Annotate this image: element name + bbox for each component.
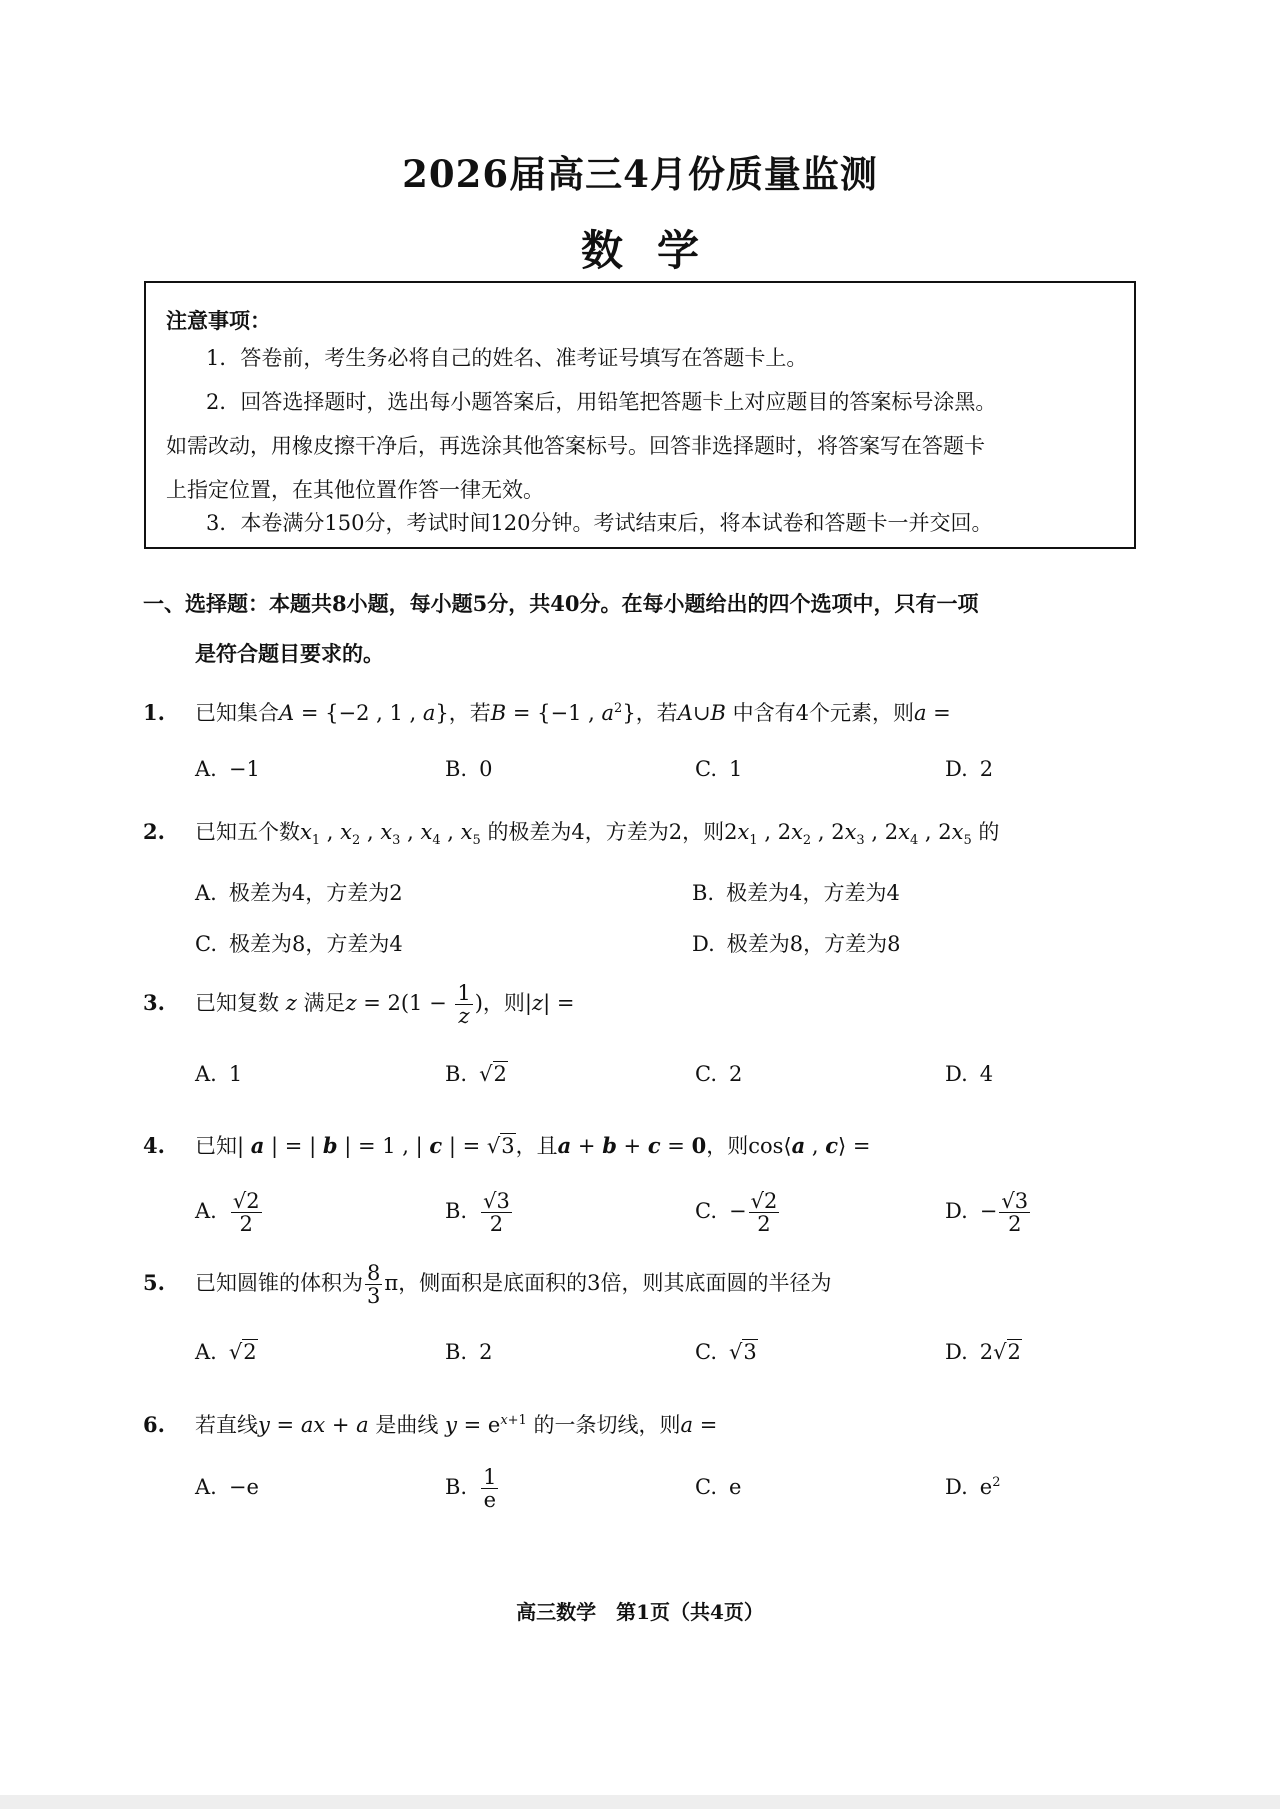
subject-title: 数学 [580, 226, 733, 275]
option-label: A. [195, 1340, 217, 1364]
question-text: 中含有4个元素，则 [732, 701, 914, 725]
math-expression: cos⟨a , c⟩ = [748, 1133, 871, 1158]
option-text: 2 [729, 1062, 743, 1086]
option-text: 2 [764, 1189, 778, 1213]
option-d: D. $e^2$ [945, 1475, 1001, 1499]
math-expression: $x_1$ , $x_2$ , $x_3$ , $x_4$ , $x_5$ [300, 820, 481, 849]
question-3 [143, 982, 574, 1027]
option-text: 2 [479, 1340, 493, 1364]
section-heading: 一、选择题：本题共8小题，每小题5分，共40分。在每小题给出的四个选项中，只有一项 [143, 591, 979, 616]
option-text: 2 [243, 1340, 257, 1364]
option-c [695, 1475, 741, 1499]
option-label: D. [692, 932, 715, 956]
option-text: e [483, 1488, 497, 1513]
option-label: C. [695, 1340, 717, 1364]
math-expression: A = {−2 , 1 , a} [279, 701, 449, 725]
option-label: A. [195, 1199, 217, 1224]
question-5 [143, 1262, 832, 1307]
option-c [195, 928, 403, 958]
math-expression: z = 2(1 − $\frac{1}{z}$ ) [345, 981, 483, 1029]
question-text: ，且 [515, 1134, 558, 1158]
option-label: C. [195, 932, 217, 956]
math-expression: |z| = [524, 991, 575, 1016]
exam-title: 2026届高三4月份质量监测 [402, 152, 878, 196]
option-a [195, 757, 260, 781]
sqrt-symbol: √2 [479, 1062, 507, 1086]
option-label: D. [945, 1062, 968, 1086]
question-text: 的一条切线，则 [533, 1413, 681, 1437]
option-label: A. [195, 881, 217, 905]
question-text: 是曲线 [375, 1413, 439, 1437]
option-text: 3 [1014, 1189, 1029, 1213]
option-a [195, 877, 403, 907]
option-d [945, 1062, 993, 1086]
option-label: B. [445, 1199, 468, 1224]
option-b [692, 877, 900, 907]
option-label: C. [695, 1062, 717, 1086]
notice-line: 1．答卷前，考生务必将自己的姓名、准考证号填写在答题卡上。 [206, 346, 808, 370]
option-text: 极差为4，方差为2 [228, 881, 403, 905]
option-text: 1 [729, 757, 743, 781]
option-label: B. [445, 1340, 468, 1364]
option-text: e [729, 1475, 742, 1499]
question-text: 已知集合 [195, 701, 279, 725]
math-expression: B = {−1 , $a^2$} [490, 701, 636, 725]
option-text: 3 [496, 1189, 510, 1213]
option-text: −1 [228, 757, 260, 781]
scan-edge [0, 1795, 1280, 1809]
notice-line: 上指定位置，在其他位置作答一律无效。 [166, 478, 544, 502]
option-label: D. [945, 757, 968, 781]
page-footer: 高三数学 第1页（共4页） [516, 1600, 764, 1624]
option-d: D. 2√2 [945, 1340, 1021, 1364]
question-text: 已知五个数 [195, 820, 300, 844]
math-expression: z [285, 991, 297, 1016]
option-text: 2 [493, 1062, 507, 1086]
question-number: 4. [143, 1133, 165, 1158]
notice-line: 3．本卷满分150分，考试时间120分钟。考试结束后，将本试卷和答题卡一并交回。 [206, 511, 993, 535]
option-text: e [979, 1475, 993, 1499]
option-label: D. [945, 1199, 968, 1224]
option-c [695, 1062, 742, 1086]
question-number: 1. [143, 700, 165, 725]
question-4 [143, 1130, 870, 1160]
math-expression: $\frac{8}{3}$ π [367, 1261, 399, 1309]
question-number: 6. [143, 1412, 165, 1437]
option-a [195, 1475, 259, 1499]
option-text: 2 [1007, 1340, 1021, 1364]
option-a: A. $\frac{√2}{2}$ [195, 1189, 260, 1237]
question-1 [143, 697, 951, 727]
question-text: 满足 [303, 991, 346, 1016]
option-a: A. √2 [195, 1340, 257, 1364]
option-d: D. − $\frac{√3}{2}$ [945, 1189, 1029, 1237]
option-c [695, 757, 742, 781]
section-heading-cont: 是符合题目要求的。 [195, 641, 384, 666]
notice-heading: 注意事项： [166, 308, 271, 333]
option-d [945, 757, 993, 781]
question-text: ，若 [635, 701, 678, 725]
option-label: C. [695, 1199, 717, 1224]
option-label: C. [695, 757, 717, 781]
math-expression: a = [913, 701, 951, 725]
option-text: 0 [479, 757, 493, 781]
math-expression: $y = e^{x+1}$ [445, 1413, 527, 1437]
option-a [195, 1062, 242, 1086]
question-text: ，若 [448, 701, 491, 725]
question-text: 若直线 [195, 1413, 258, 1437]
math-expression: | a | = | b | = 1 , | c | = √3 [237, 1133, 515, 1158]
notice-line: 如需改动，用橡皮擦干净后，再选涂其他答案标号。回答非选择题时，将答案写在答题卡 [166, 434, 985, 458]
option-text: 4 [979, 1062, 994, 1086]
option-label: A. [195, 1062, 217, 1086]
option-d [692, 928, 901, 958]
option-b: B. $\frac{1}{e}$ [445, 1465, 497, 1513]
option-label: C. [695, 1475, 717, 1499]
option-text: 极差为8，方差为4 [229, 932, 403, 956]
math-expression: y = ax + a [258, 1413, 369, 1437]
question-text: 的 [978, 820, 1000, 844]
option-c: C. − $\frac{√2}{2}$ [695, 1189, 778, 1237]
question-text: 已知复数 [195, 991, 279, 1016]
question-text: 已知 [195, 1134, 237, 1158]
question-text: ，则 [482, 991, 525, 1016]
option-b [445, 1340, 492, 1364]
option-text: −e [228, 1475, 259, 1499]
math-expression: a + b + c = 0 [557, 1133, 707, 1158]
math-expression: A∪B [677, 701, 726, 725]
option-b: B. $\frac{√3}{2}$ [445, 1189, 510, 1237]
option-text: 极差为8，方差为8 [726, 932, 901, 956]
option-text: 2 [246, 1189, 260, 1213]
option-label: A. [195, 1475, 217, 1499]
question-text: ，则 [706, 1134, 749, 1158]
option-b [445, 757, 492, 781]
option-c: C. √3 [695, 1340, 757, 1364]
option-label: B. [445, 1062, 468, 1086]
option-text: 极差为4，方差为4 [726, 881, 900, 905]
question-text: 的极差为4，方差为2，则 [487, 820, 725, 844]
question-number: 5. [143, 1270, 165, 1296]
math-expression: a = [680, 1413, 718, 1437]
question-number: 3. [143, 990, 165, 1016]
option-text: 3 [743, 1340, 757, 1364]
math-expression: $2x_1$ , $2x_2$ , $2x_3$ , $2x_4$ , $2x_5$ [724, 820, 972, 849]
option-b [445, 1062, 508, 1086]
option-label: D. [945, 1475, 968, 1499]
question-2 [143, 816, 999, 848]
option-label: B. [445, 1475, 468, 1500]
question-text: 已知圆锥的体积为 [195, 1271, 363, 1296]
option-label: A. [195, 757, 217, 781]
question-6 [143, 1409, 717, 1439]
question-number: 2. [143, 819, 165, 844]
option-label: B. [445, 757, 468, 781]
option-label: D. [945, 1340, 968, 1364]
option-text: 1 [228, 1062, 243, 1086]
question-text: ，侧面积是底面积的3倍，则其底面圆的半径为 [398, 1271, 832, 1296]
option-text: 2 [979, 757, 994, 781]
notice-box [144, 281, 1136, 549]
notice-line: 2．回答选择题时，选出每小题答案后，用铅笔把答题卡上对应题目的答案标号涂黑。 [206, 390, 997, 414]
option-label: B. [692, 881, 715, 905]
